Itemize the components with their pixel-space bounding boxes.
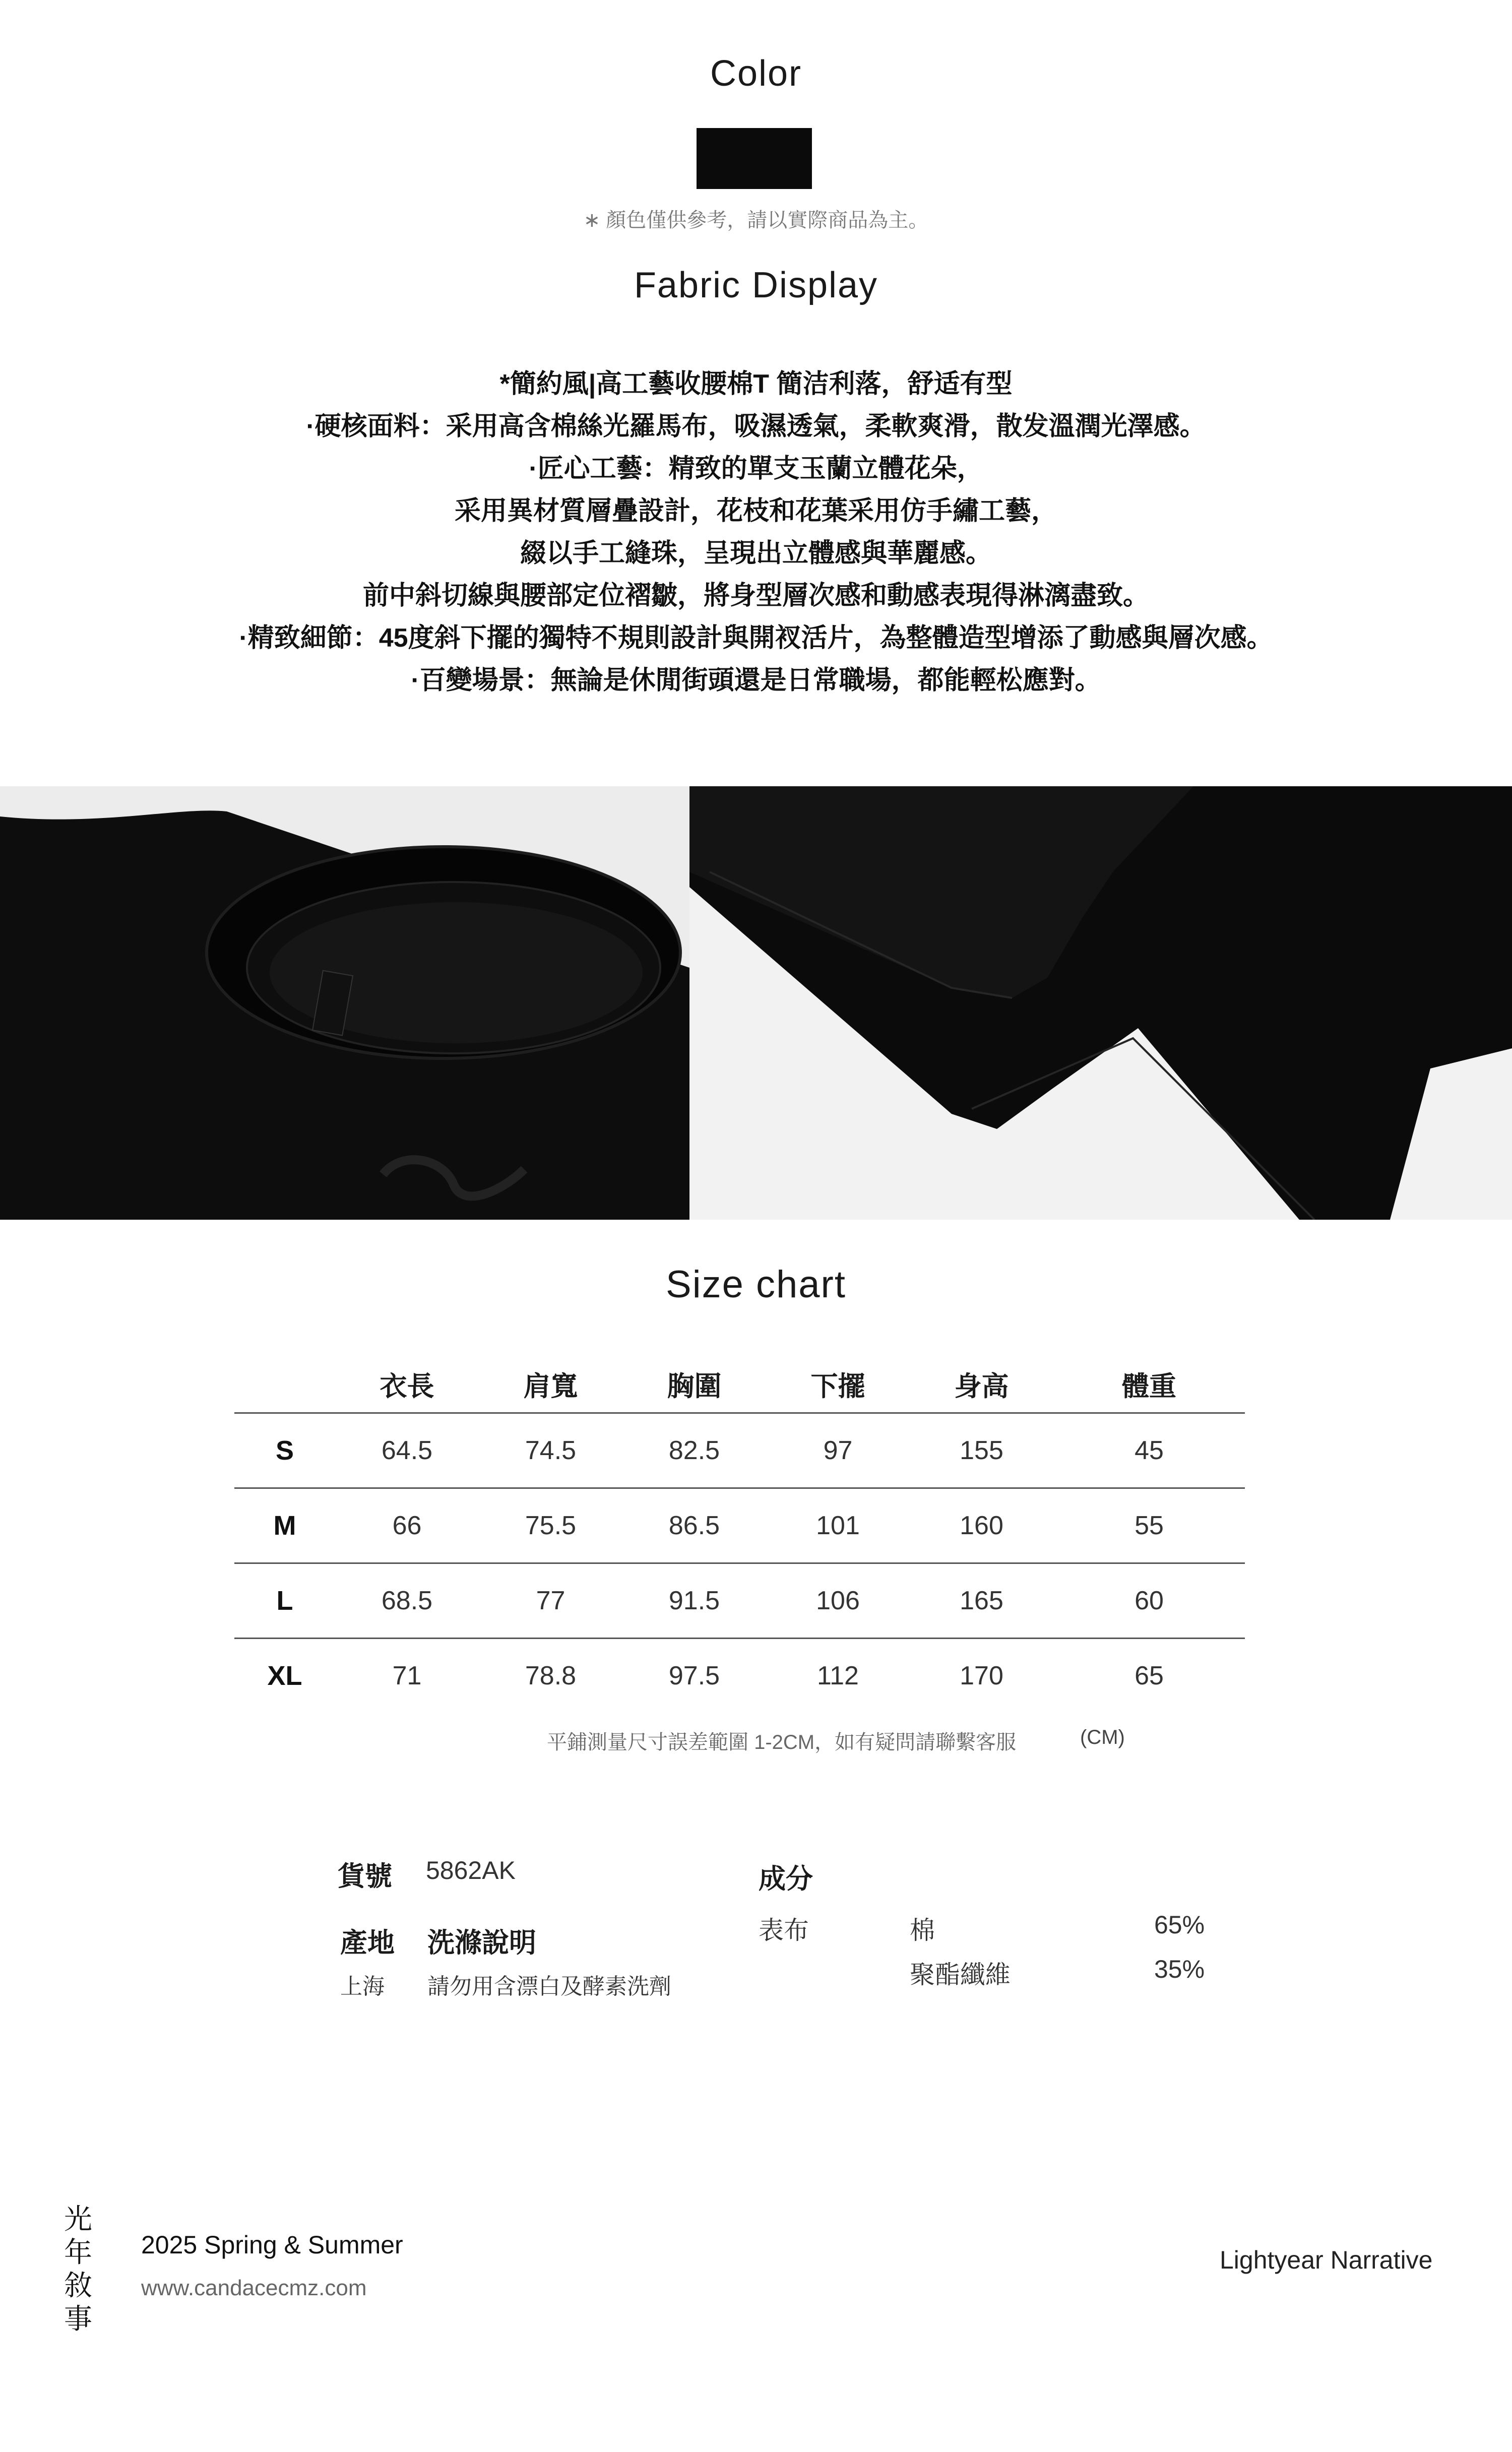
size-label: XL xyxy=(234,1639,335,1713)
origin-value: 上海 xyxy=(340,1974,385,1999)
material-name: 聚酯纖維 xyxy=(910,1961,1011,1989)
size-cell: 91.5 xyxy=(622,1563,766,1639)
wash-label: 洗滌說明 xyxy=(427,1928,536,1958)
footer-url-link[interactable]: www.candacecmz.com xyxy=(141,2276,367,2300)
tshirt-collar-photo xyxy=(0,786,689,1220)
origin-label: 產地 xyxy=(340,1928,395,1958)
size-column-header: 體重 xyxy=(1122,1371,1176,1402)
color-swatch-black[interactable] xyxy=(697,128,812,189)
fabric-line: ·硬核面料：采用高含棉絲光羅馬布，吸濕透氣，柔軟爽滑，散发溫潤光澤感。 xyxy=(306,412,1206,441)
fabric-description xyxy=(0,363,1512,702)
brand-vertical-logo xyxy=(63,2203,93,2336)
size-note: 平鋪測量尺寸誤差範圍 1-2CM，如有疑問請聯繫客服 xyxy=(547,1731,1017,1753)
fabric-heading: Fabric Display xyxy=(634,265,878,305)
size-cell: 170 xyxy=(910,1639,1053,1713)
wash-value: 請勿用含漂白及酵素洗劑 xyxy=(427,1974,671,1999)
fabric-line: ·百變場景：無論是休閒街頭還是日常職場，都能輕松應對。 xyxy=(411,666,1101,695)
size-cell: 97 xyxy=(766,1413,910,1488)
size-cell: 64.5 xyxy=(335,1413,479,1488)
material-percent: 65% xyxy=(1154,1911,1205,1939)
size-table-header xyxy=(234,1356,1245,1413)
color-note: ∗ 顏色僅供參考，請以實際商品為主。 xyxy=(583,209,929,231)
size-label: S xyxy=(234,1413,335,1488)
size-table xyxy=(234,1356,1245,1713)
brand-char: 光 xyxy=(64,2203,92,2235)
size-cell: 55 xyxy=(1053,1488,1245,1563)
tshirt-hem-photo xyxy=(689,786,1512,1220)
fabric-line: 前中斜切線與腰部定位褶皺，將身型層次感和動感表現得淋漓盡致。 xyxy=(362,581,1149,610)
fabric-line: 采用異材質層疊設計，花枝和花葉采用仿手繡工藝， xyxy=(454,496,1057,526)
brand-char: 年 xyxy=(64,2236,92,2268)
size-cell: 165 xyxy=(910,1563,1053,1639)
item-number-label: 貨號 xyxy=(338,1861,392,1892)
size-cell: 97.5 xyxy=(622,1639,766,1713)
hem-detail-photo xyxy=(689,786,1512,1220)
fabric-line: *簡約風|高工藝收腰棉T 簡洁利落，舒适有型 xyxy=(499,369,1013,399)
size-cell: 112 xyxy=(766,1639,910,1713)
size-cell: 66 xyxy=(335,1488,479,1563)
material-percent: 35% xyxy=(1154,1955,1205,1983)
size-cell: 160 xyxy=(910,1488,1053,1563)
table-row xyxy=(234,1563,1245,1639)
size-column-header xyxy=(234,1356,335,1413)
brand-char: 敘 xyxy=(64,2270,92,2301)
size-cell: 75.5 xyxy=(479,1488,622,1563)
table-row xyxy=(234,1639,1245,1713)
size-column-header: 身高 xyxy=(954,1371,1009,1402)
composition-label: 成分 xyxy=(759,1864,813,1894)
table-row xyxy=(234,1413,1245,1488)
item-number-value: 5862AK xyxy=(426,1856,516,1884)
fabric-line: 綴以手工縫珠，呈現出立體感與華麗感。 xyxy=(520,539,992,568)
size-column-header: 肩寬 xyxy=(523,1371,578,1402)
size-cell: 78.8 xyxy=(479,1639,622,1713)
size-cell: 82.5 xyxy=(622,1413,766,1488)
color-heading: Color xyxy=(710,53,802,94)
size-cell: 106 xyxy=(766,1563,910,1639)
footer-season: 2025 Spring & Summer xyxy=(141,2231,403,2259)
size-cell: 74.5 xyxy=(479,1413,622,1488)
size-unit: (CM) xyxy=(1080,1726,1125,1748)
collar-detail-photo xyxy=(0,786,689,1220)
size-cell: 60 xyxy=(1053,1563,1245,1639)
size-cell: 77 xyxy=(479,1563,622,1639)
size-cell: 155 xyxy=(910,1413,1053,1488)
size-cell: 65 xyxy=(1053,1639,1245,1713)
size-column-header: 下擺 xyxy=(810,1371,865,1402)
fabric-line: ·精致細節：45度斜下擺的獨特不規則設計與開衩活片，為整體造型增添了動感與層次感。 xyxy=(239,623,1273,653)
size-label: L xyxy=(234,1563,335,1639)
footer-brand-name: Lightyear Narrative xyxy=(1220,2246,1433,2274)
material-name: 棉 xyxy=(910,1916,935,1944)
fabric-label: 表布 xyxy=(759,1916,809,1944)
size-label: M xyxy=(234,1488,335,1563)
brand-char: 事 xyxy=(64,2303,92,2335)
size-cell: 68.5 xyxy=(335,1563,479,1639)
fabric-line: ·匠心工藝：精致的單支玉蘭立體花朵， xyxy=(529,454,983,483)
size-chart-heading: Size chart xyxy=(666,1263,846,1306)
size-cell: 86.5 xyxy=(622,1488,766,1563)
size-column-header: 胸圍 xyxy=(667,1371,722,1402)
size-cell: 101 xyxy=(766,1488,910,1563)
size-column-header: 衣長 xyxy=(380,1371,434,1402)
size-cell: 45 xyxy=(1053,1413,1245,1488)
size-cell: 71 xyxy=(335,1639,479,1713)
table-row xyxy=(234,1488,1245,1563)
